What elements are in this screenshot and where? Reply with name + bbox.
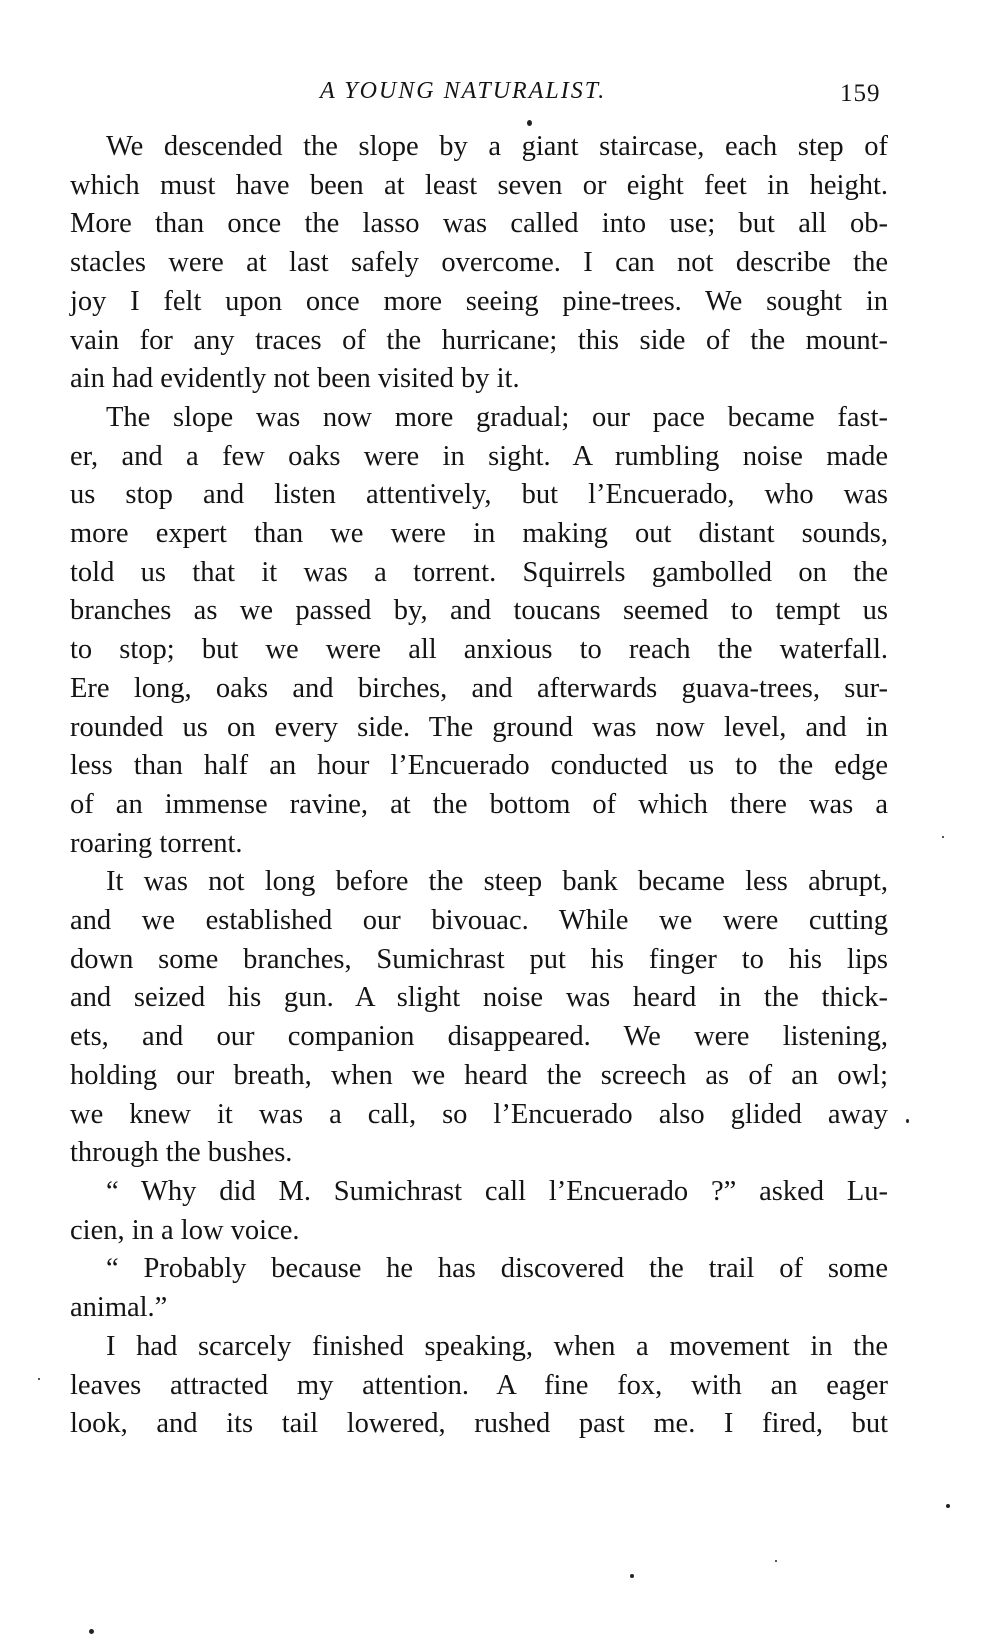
scan-speck bbox=[946, 1504, 950, 1508]
body-text bbox=[70, 128, 888, 1444]
text-line: The slope was now more gradual; our pace became fast- bbox=[106, 401, 888, 433]
scan-speck bbox=[630, 1574, 634, 1578]
scan-speck bbox=[527, 120, 532, 126]
text-line: less than half an hour l’Encuerado conducted us to the edge bbox=[70, 750, 888, 782]
text-line: branches as we passed by, and toucans seemed to tempt us bbox=[70, 595, 888, 627]
text-line: “ Probably because he has discovered the trail of some bbox=[106, 1253, 888, 1285]
text-line: I had scarcely finished speaking, when a movement in the bbox=[106, 1330, 888, 1362]
text-line: through the bushes. bbox=[70, 1137, 293, 1169]
text-line: animal.” bbox=[70, 1292, 168, 1324]
scan-speck bbox=[38, 1378, 40, 1380]
text-line: which must have been at least seven or eight feet in height. bbox=[70, 169, 888, 201]
running-title: A YOUNG NATURALIST. bbox=[320, 78, 607, 104]
text-line: we knew it was a call, so l’Encuerado also glided away bbox=[70, 1098, 888, 1130]
text-line: vain for any traces of the hurricane; this side of the mount- bbox=[70, 324, 888, 356]
scan-speck bbox=[906, 1119, 909, 1123]
text-line: down some branches, Sumichrast put his finger to his lips bbox=[70, 943, 888, 975]
text-line: Ere long, oaks and birches, and afterwards guava-trees, sur- bbox=[70, 672, 888, 704]
page-number: 159 bbox=[840, 80, 881, 107]
text-line: more expert than we were in making out distant sounds, bbox=[70, 518, 888, 550]
text-line: and we established our bivouac. While we were cutting bbox=[70, 905, 888, 937]
text-line: It was not long before the steep bank became less abrupt, bbox=[106, 866, 888, 898]
text-line: joy I felt upon once more seeing pine-trees. We sought in bbox=[70, 285, 888, 317]
text-line: er, and a few oaks were in sight. A rumbling noise made bbox=[70, 440, 888, 472]
text-line: rounded us on every side. The ground was now level, and in bbox=[70, 711, 888, 743]
text-line: ets, and our companion disappeared. We were listening, bbox=[70, 1021, 888, 1053]
text-line: More than once the lasso was called into use; but all ob- bbox=[70, 208, 888, 240]
text-line: to stop; but we were all anxious to reach the waterfall. bbox=[70, 634, 888, 666]
scan-speck bbox=[89, 1629, 94, 1634]
text-line: us stop and listen attentively, but l’Encuerado, who was bbox=[70, 479, 888, 511]
text-line: ain had evidently not been visited by it. bbox=[70, 363, 520, 395]
text-line: leaves attracted my attention. A fine fox, with an eager bbox=[70, 1369, 888, 1401]
text-line: told us that it was a torrent. Squirrels gambolled on the bbox=[70, 556, 888, 588]
text-line: holding our breath, when we heard the screech as of an owl; bbox=[70, 1059, 888, 1091]
text-line: “ Why did M. Sumichrast call l’Encuerado ?” asked Lu- bbox=[106, 1175, 888, 1207]
scan-speck bbox=[942, 836, 944, 838]
text-line: cien, in a low voice. bbox=[70, 1214, 300, 1246]
text-line: roaring torrent. bbox=[70, 827, 243, 859]
text-line: look, and its tail lowered, rushed past me. I fired, but bbox=[70, 1408, 888, 1440]
page-header bbox=[0, 70, 998, 110]
scan-speck bbox=[775, 1560, 777, 1562]
text-line: We descended the slope by a giant staircase, each step of bbox=[106, 131, 888, 162]
text-line: of an immense ravine, at the bottom of which there was a bbox=[70, 788, 888, 820]
text-line: and seized his gun. A slight noise was heard in the thick- bbox=[70, 982, 888, 1014]
text-line: stacles were at last safely overcome. I can not describe the bbox=[70, 247, 888, 279]
